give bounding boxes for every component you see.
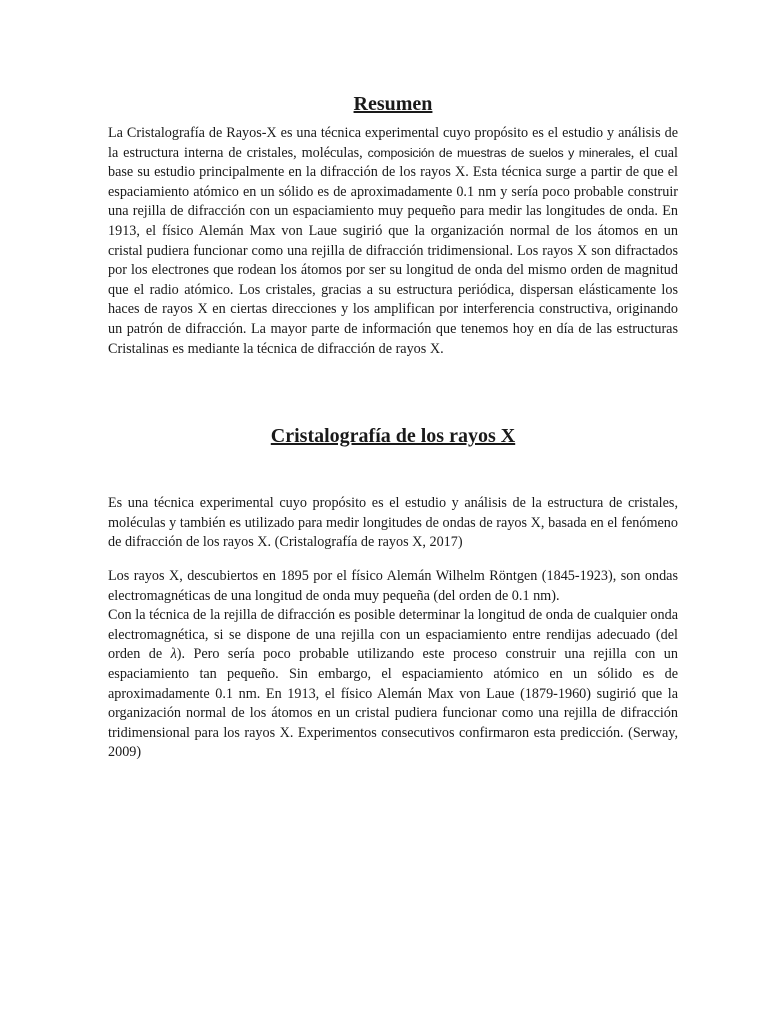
section-title-cristalografia: Cristalografía de los rayos X [270, 425, 516, 447]
resumen-paragraph [108, 124, 678, 359]
para3-text-part2: ). Pero sería poco probable utilizando este proceso construir una rejilla con un espaciamiento tan pequeño. Sin embargo, el espaciamiento atómico en un sólido es de aproximadamente 0.1 nm. En 1913, el físico Alemán Max von Laue (1879-1960) sugirió que la organización normal de los átomos en un cristal pudiera funcionar como una rejilla de difracción tridimensional para los rayos X. Experimentos consecutivos confirmaron esta predicción. (Serway, 2009) [108, 646, 678, 761]
resumen-inline-sans-phrase: composición de muestras de suelos y minerales [367, 145, 631, 160]
section-title-resumen: Resumen [353, 93, 433, 115]
cristalografia-paragraph-2: Los rayos X, descubiertos en 1895 por el físico Alemán Wilhelm Röntgen (1845-1923), son ondas electromagnéticas de una longitud de onda muy pequeña (del orden de 0.1 nm). [108, 568, 678, 604]
para3-text-part1: Con la técnica de la rejilla de difracción es posible determinar la longitud de onda de cualquier onda electromagnética, si se dispone de una rejilla con un espaciamiento entre rendijas adecuado (del orden de [108, 607, 678, 663]
lambda-symbol: λ [170, 646, 177, 663]
cristalografia-paragraph-1: Es una técnica experimental cuyo propósito es el estudio y análisis de la estructura de cristales, moléculas y también es utilizado para medir longitudes de ondas de rayos X, basada en el fenómeno de difracción de los rayos X. (Cristalografía de rayos X, 2017) [108, 495, 678, 551]
resumen-text-part1: La Cristalografía de Rayos-X es una técnica experimental cuyo propósito es el estudio y análisis de la estructura interna de cristales, moléculas, [108, 125, 678, 161]
cristalografia-paragraph-3 [108, 606, 678, 763]
cristalografia-paragraph-group [108, 567, 678, 763]
resumen-text-part2: , el cual base su estudio principalmente en la difracción de los rayos X. Esta técnica surge a partir de que el espaciamiento atómico en un sólido es de aproximadamente 0.1 nm y sería poco probable construir una rejilla de difracción con un espaciamiento muy pequeño para medir las longitudes de onda. En 1913, el físico Alemán Max von Laue sugirió que la organización normal de los átomos en un cristal pudiera funcionar como una rejilla de difracción tridimensional. Los rayos X son difractados por los electrones que rodean los átomos por ser su longitud de onda del mismo orden de magnitud que el radio atómico. Los cristales, gracias a su estructura periódica, dispersan elásticamente los haces de rayos X en ciertas direcciones y los amplifican por interferencia constructiva, originando un patrón de difracción. La mayor parte de información que tenemos hoy en día de las estructuras Cristalinas es mediante la técnica de difracción de rayos X. [108, 144, 678, 357]
